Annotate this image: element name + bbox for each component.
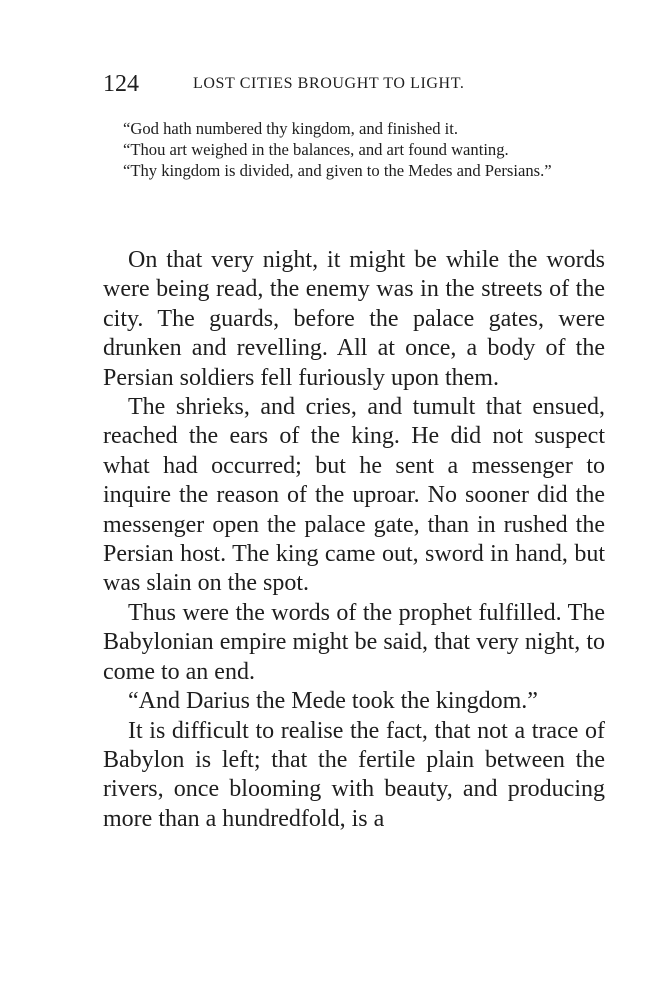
running-title: LOST CITIES BROUGHT TO LIGHT. [193,75,465,92]
quote-line: “God hath numbered thy kingdom, and finished it. [123,119,459,138]
paragraph: “And Darius the Mede took the kingdom.” [128,688,538,715]
paragraph: Thus were the words of the prophet fulfilled. The Babylonian empire might be said, that very night, to come to an end. [103,599,605,685]
body-text [103,246,605,834]
paragraph: The shrieks, and cries, and tumult that ensued, reached the ears of the king. He did not suspect what had occurred; but he sent a messenger to inquire the reason of the uproar. No sooner did the messenger open the palace gate, than in rushed the Persian host. The king came out, sword in hand, but was slain on the spot. [103,394,605,597]
paragraph: It is difficult to realise the fact, that not a trace of Babylon is left; that the fertile plain between the rivers, once blooming with beauty, and producing more than a hundredfold, is a [103,717,605,832]
running-head [103,64,573,104]
quote-line: “Thou art weighed in the balances, and art found wanting. [123,140,509,160]
paragraph: On that very night, it might be while the words were being read, the enemy was in the streets of the city. The guards, before the palace gates, were drunken and revelling. All at once, a body of the Persian soldiers fell furiously upon them. [103,247,605,391]
page-number: 124 [103,71,139,97]
scripture-quote [103,118,603,182]
quote-line: “Thy kingdom is divided, and given to the Medes and Persians.” [123,161,552,181]
